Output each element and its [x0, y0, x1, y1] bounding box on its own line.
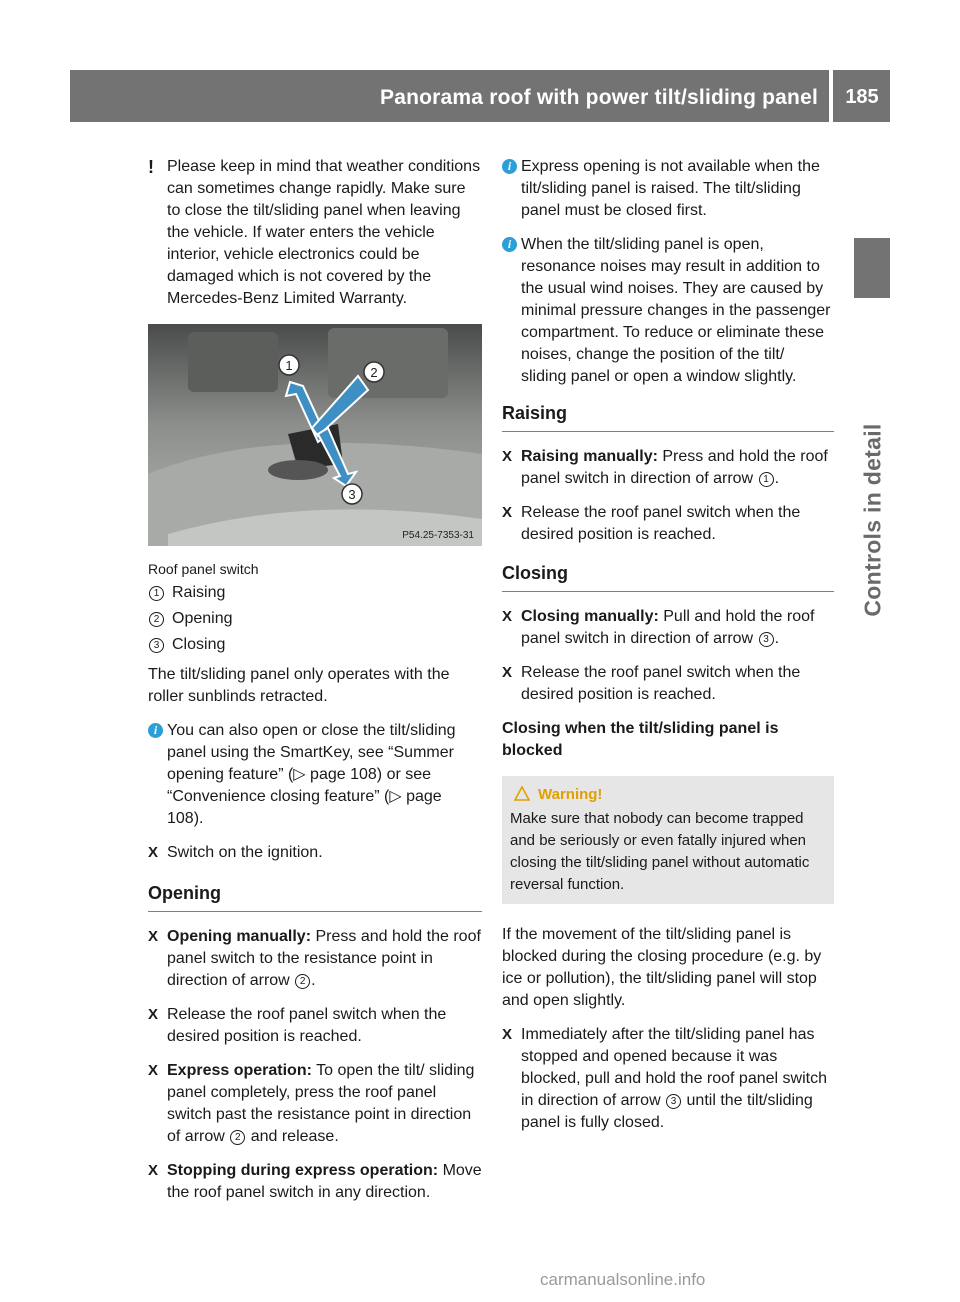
step-text: Release the roof panel switch when the desired position is reached.: [521, 664, 801, 703]
step-text: until the tilt/sliding panel is fully closed.: [521, 1092, 813, 1131]
step-text: Pull and hold the roof panel switch in direction of arrow: [521, 608, 815, 647]
left-column: [148, 156, 482, 1216]
step-label: Stopping during express operation:: [167, 1162, 439, 1179]
step-item: X Raising manually: Press and hold the roof panel switch in direction of arrow 1 .: [502, 448, 828, 487]
figure-code: P54.25-7353-31: [402, 530, 474, 541]
step-arrow-icon: X: [502, 448, 513, 465]
info-note-text: Express opening is not available when the tilt/sliding panel is raised. The tilt/sliding panel must be closed first.: [521, 158, 820, 219]
step-label: Opening manually:: [167, 928, 312, 945]
legend-number: 2: [149, 612, 164, 627]
section-heading-opening: Opening: [148, 882, 482, 912]
legend-label: Opening: [172, 610, 233, 627]
info-icon: i: [502, 237, 517, 252]
step-item: [148, 1160, 482, 1204]
page-title: Panorama roof with power tilt/sliding panel: [380, 86, 818, 109]
warning-header: [510, 784, 826, 806]
step-arrow-icon: X: [148, 844, 159, 861]
step-arrow-icon: X: [502, 664, 513, 681]
step-item: [148, 842, 482, 864]
step-text: Press and hold the roof panel switch to the resistance point in direction of arrow: [167, 928, 481, 989]
roof-panel-switch-figure: [148, 324, 482, 546]
warning-title: Warning!: [538, 786, 603, 803]
legend-item: [148, 634, 482, 656]
step-text: Release the roof panel switch when the desired position is reached.: [521, 504, 801, 543]
info-note: [502, 234, 834, 388]
step-text: Move the roof panel switch in any direction.: [167, 1162, 482, 1201]
caution-note-text: Please keep in mind that weather conditions can sometimes change rapidly. Make sure to close the tilt/sliding panel when leaving the vehicle. If water enters the vehicle interior, vehicle electronics could be damaged which is not covered by the Mercedes-Benz Limited Warranty.: [167, 158, 481, 307]
header-divider: [829, 70, 833, 122]
section-tab: [851, 310, 895, 750]
step-arrow-icon: X: [148, 928, 159, 945]
info-note-text: When the tilt/sliding panel is open, resonance noises may result in addition to the usual wind noises. They are caused by minimal pressure changes in the passenger compartment. To reduce or eliminate these noises, change the position of the tilt/ sliding panel or open a window slightly.: [521, 236, 831, 385]
warning-box: [502, 776, 834, 904]
subheading-blocked: Closing when the tilt/sliding panel is blocked: [502, 720, 779, 759]
figure-marker-2: 2: [370, 365, 378, 380]
step-text: To open the tilt/ sliding panel completely, press the roof panel switch past the resistance point in direction of arrow: [167, 1062, 475, 1145]
step-item: [148, 1060, 482, 1148]
info-note-text: You can also open or close the tilt/sliding panel using the SmartKey, see “Summer opening feature” (▷ page 108) or see “Convenience closing feature” (▷ page 108).: [167, 722, 456, 827]
step-text: Press and hold the roof panel switch in direction of arrow: [521, 448, 828, 487]
step-arrow-icon: X: [148, 1162, 159, 1179]
step-label: Closing manually:: [521, 608, 659, 625]
arrow-ref: 2: [295, 974, 310, 989]
step-item: [148, 1004, 482, 1048]
figure-marker-1: 1: [285, 358, 293, 373]
legend-label: Closing: [172, 636, 226, 653]
body-text: The tilt/sliding panel only operates with the roller sunblinds retracted.: [148, 666, 450, 705]
exclamation-icon: !: [148, 157, 154, 177]
legend-item: [148, 582, 482, 604]
right-column: [502, 156, 834, 1146]
caution-note: [148, 156, 482, 310]
info-icon: i: [148, 723, 163, 738]
step-item: [502, 662, 834, 706]
legend-label: Raising: [172, 584, 226, 601]
step-text: Immediately after the tilt/sliding panel has stopped and opened because it was blocked, pull and hold the roof panel switch in direction of arrow: [521, 1026, 827, 1109]
step-label: Express operation:: [167, 1062, 312, 1079]
arrow-ref: 1: [759, 472, 774, 487]
step-item: X Closing manually: Pull and hold the roof panel switch in direction of arrow 3 .: [502, 608, 815, 647]
section-heading-raising: Raising: [502, 402, 834, 432]
step-arrow-icon: X: [148, 1006, 159, 1023]
legend-item: [148, 608, 482, 630]
step-arrow-icon: X: [502, 504, 513, 521]
arrow-ref: 2: [230, 1130, 245, 1145]
section-heading-closing: Closing: [502, 562, 834, 592]
step-arrow-icon: X: [148, 1062, 159, 1079]
step-text: Switch on the ignition.: [167, 844, 323, 861]
roof-switch-photo: [148, 324, 482, 546]
step-item: [502, 502, 834, 546]
step-text: and release.: [250, 1128, 339, 1145]
info-icon: i: [502, 159, 517, 174]
step-arrow-icon: X: [502, 608, 513, 625]
step-item: [502, 1024, 834, 1134]
warning-triangle-icon: [514, 786, 530, 801]
info-note: [148, 720, 482, 830]
section-tab-label: Controls in detail: [859, 423, 886, 617]
warning-text: Make sure that nobody can become trapped and be seriously or even fatally injured when closing the tilt/sliding panel without automatic reversal function.: [510, 810, 810, 893]
step-item: X Opening manually: Press and hold the roof panel switch to the resistance point in direction of arrow 2 .: [148, 928, 481, 989]
legend-number: 3: [149, 638, 164, 653]
step-arrow-icon: X: [502, 1026, 513, 1043]
arrow-ref: 3: [759, 632, 774, 647]
footer-watermark: carmanualsonline.info: [540, 1270, 706, 1289]
step-label: Raising manually:: [521, 448, 658, 465]
step-text: Release the roof panel switch when the desired position is reached.: [167, 1006, 447, 1045]
page-number: 185: [845, 86, 879, 108]
body-text: If the movement of the tilt/sliding panel is blocked during the closing procedure (e.g. by ice or pollution), the tilt/sliding panel will stop and open slightly.: [502, 926, 822, 1009]
figure-marker-3: 3: [348, 487, 356, 502]
section-tab-marker: [854, 238, 890, 298]
legend-number: 1: [149, 586, 164, 601]
figure-caption: Roof panel switch: [148, 561, 259, 577]
info-note: [502, 156, 834, 222]
arrow-ref: 3: [666, 1094, 681, 1109]
